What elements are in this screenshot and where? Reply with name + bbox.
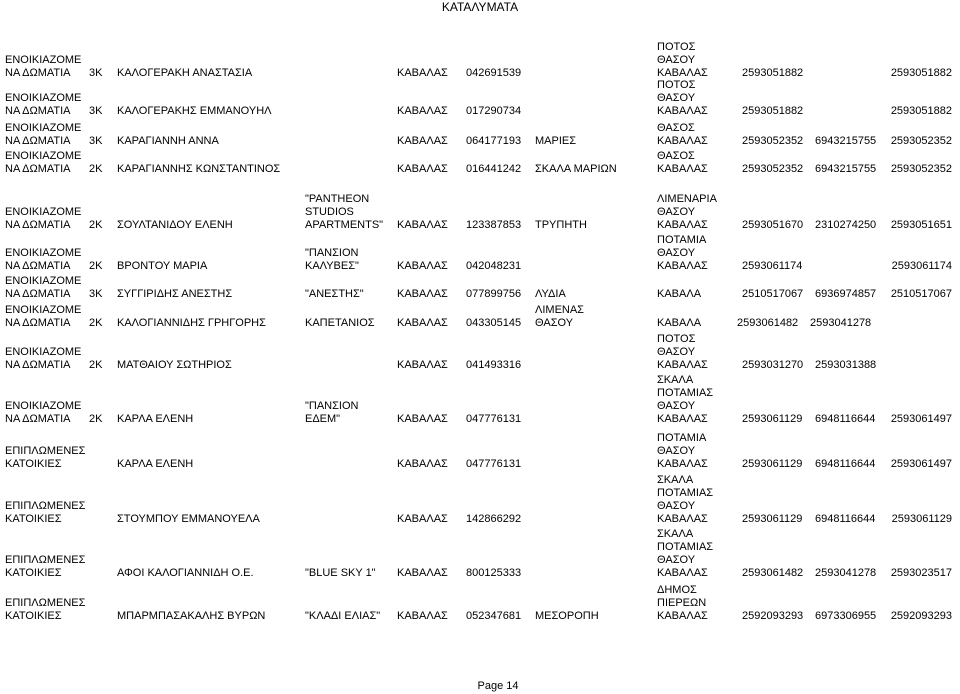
- phone1-cell: 2593052352: [742, 135, 804, 147]
- location-cell: ΠΟΤΟΣ ΘΑΣΟΥ ΚΑΒΑΛΑΣ: [657, 79, 708, 117]
- prefecture-cell: ΚΑΒΑΛΑΣ: [397, 458, 448, 470]
- type-cell: ΕΠΙΠΛΩΜΕΝΕΣ ΚΑΤΟΙΚΙΕΣ: [5, 445, 86, 470]
- class-cell: 3Κ: [89, 135, 103, 147]
- name-cell: ΒΡΟΝΤΟΥ ΜΑΡΙΑ: [117, 260, 208, 272]
- name-cell: ΣΤΟΥΜΠΟΥ ΕΜΜΑΝΟΥΕΛΑ: [117, 513, 260, 525]
- type-cell: ΕΝΟΙΚΙΑΖΟΜΕ ΝΑ ΔΩΜΑΤΙΑ: [5, 304, 82, 329]
- phone2-cell: 6948116644: [815, 413, 876, 425]
- phone1-cell: 2593051882: [742, 67, 804, 79]
- location-cell: ΘΑΣΟΣ ΚΑΒΑΛΑΣ: [657, 150, 708, 175]
- type-cell: ΕΝΟΙΚΙΑΖΟΜΕ ΝΑ ΔΩΜΑΤΙΑ: [5, 150, 82, 175]
- name-cell: ΣΥΓΓΙΡΙΔΗΣ ΑΝΕΣΤΗΣ: [117, 288, 233, 300]
- location-cell: ΣΚΑΛΑ ΠΟΤΑΜΙΑΣ ΘΑΣΟΥ ΚΑΒΑΛΑΣ: [657, 528, 714, 579]
- class-cell: 2Κ: [89, 219, 103, 231]
- phone1-cell: 2593061129: [742, 513, 803, 525]
- tax-id-cell: 016441242: [466, 163, 522, 175]
- phone3-cell: 2593051882: [890, 67, 952, 79]
- prefecture-cell: ΚΑΒΑΛΑΣ: [397, 163, 448, 175]
- prefecture-cell: ΚΑΒΑΛΑΣ: [397, 288, 448, 300]
- phone2-cell: 6943215755: [815, 135, 877, 147]
- name-cell: ΚΑΡΛΑ ΕΛΕΝΗ: [117, 458, 194, 470]
- location-cell: ΣΚΑΛΑ ΠΟΤΑΜΙΑΣ ΘΑΣΟΥ ΚΑΒΑΛΑΣ: [657, 474, 714, 525]
- phone3-cell: 2593051882: [890, 105, 952, 117]
- phone3-cell: 2593052352: [890, 135, 952, 147]
- phone3-cell: 2593061129: [891, 513, 952, 525]
- phone3-cell: 2592093293: [890, 610, 952, 622]
- location-cell: ΠΟΤΟΣ ΘΑΣΟΥ ΚΑΒΑΛΑΣ: [657, 41, 708, 79]
- phone1-cell: 2592093293: [742, 610, 804, 622]
- location-cell: ΠΟΤΑΜΙΑ ΘΑΣΟΥ ΚΑΒΑΛΑΣ: [657, 234, 708, 272]
- location-cell: ΠΟΤΑΜΙΑ ΘΑΣΟΥ ΚΑΒΑΛΑΣ: [657, 432, 708, 470]
- prefecture-cell: ΚΑΒΑΛΑΣ: [397, 219, 448, 231]
- phone1-cell: 2593061129: [742, 413, 803, 425]
- phone2-cell: 2593041278: [815, 567, 877, 579]
- area-cell: ΛΥΔΙΑ: [535, 288, 566, 300]
- phone1-cell: 2593061174: [742, 260, 803, 272]
- tax-id-cell: 142866292: [466, 513, 522, 525]
- phone2-cell: 6948116644: [815, 513, 876, 525]
- type-cell: ΕΝΟΙΚΙΑΖΟΜΕ ΝΑ ΔΩΜΑΤΙΑ: [5, 275, 82, 300]
- phone1-cell: 2593061129: [742, 458, 803, 470]
- tax-id-cell: 052347681: [466, 610, 522, 622]
- location-cell: ΛΙΜΕΝΑΡΙΑ ΘΑΣΟΥ ΚΑΒΑΛΑΣ: [657, 193, 717, 231]
- prefecture-cell: ΚΑΒΑΛΑΣ: [397, 513, 448, 525]
- prefecture-cell: ΚΑΒΑΛΑΣ: [397, 135, 448, 147]
- tax-id-cell: 064177193: [466, 135, 522, 147]
- name-cell: ΑΦΟΙ ΚΑΛΟΓΙΑΝΝΙΔΗ Ο.Ε.: [117, 567, 254, 579]
- name-cell: ΣΟΥΛΤΑΝΙΔΟΥ ΕΛΕΝΗ: [117, 219, 233, 231]
- business-title-cell: "ΠΑΝΣΙΟΝ ΚΑΛΥΒΕΣ": [305, 247, 359, 272]
- prefecture-cell: ΚΑΒΑΛΑΣ: [397, 359, 448, 371]
- area-cell: ΤΡΥΠΗΤΗ: [535, 219, 587, 231]
- phone3-cell: 2593061497: [890, 413, 952, 425]
- prefecture-cell: ΚΑΒΑΛΑΣ: [397, 260, 448, 272]
- phone2-cell: 6936974857: [815, 288, 877, 300]
- type-cell: ΕΝΟΙΚΙΑΖΟΜΕ ΝΑ ΔΩΜΑΤΙΑ: [5, 54, 82, 79]
- prefecture-cell: ΚΑΒΑΛΑΣ: [397, 413, 448, 425]
- type-cell: ΕΝΟΙΚΙΑΖΟΜΕ ΝΑ ΔΩΜΑΤΙΑ: [5, 206, 82, 231]
- class-cell: 2Κ: [89, 317, 103, 329]
- phone1-cell: 2593052352: [742, 163, 804, 175]
- business-title-cell: "ΑΝΕΣΤΗΣ": [305, 288, 364, 300]
- phone1-cell: 2593051670: [742, 219, 804, 231]
- class-cell: 2Κ: [89, 413, 103, 425]
- type-cell: ΕΠΙΠΛΩΜΕΝΕΣ ΚΑΤΟΙΚΙΕΣ: [5, 500, 86, 525]
- phone1-cell: 2593051882: [742, 105, 804, 117]
- class-cell: 2Κ: [89, 163, 103, 175]
- tax-id-cell: 123387853: [466, 219, 522, 231]
- type-cell: ΕΠΙΠΛΩΜΕΝΕΣ ΚΑΤΟΙΚΙΕΣ: [5, 597, 86, 622]
- phone2-cell: 6948116644: [815, 458, 876, 470]
- location-cell: ΔΗΜΟΣ ΠΙΕΡΕΩΝ ΚΑΒΑΛΑΣ: [657, 584, 708, 622]
- tax-id-cell: 042048231: [466, 260, 522, 272]
- class-cell: 3Κ: [89, 105, 103, 117]
- name-cell: ΚΑΡΑΓΙΑΝΝΗ ΑΝΝΑ: [117, 135, 219, 147]
- name-cell: ΜΑΤΘΑΙΟΥ ΣΩΤΗΡΙΟΣ: [117, 359, 232, 371]
- name-cell: ΚΑΡΑΓΙΑΝΝΗΣ ΚΩΝΣΤΑΝΤΙΝΟΣ: [117, 163, 281, 175]
- class-cell: 2Κ: [89, 359, 103, 371]
- type-cell: ΕΝΟΙΚΙΑΖΟΜΕ ΝΑ ΔΩΜΑΤΙΑ: [5, 400, 82, 425]
- type-cell: ΕΝΟΙΚΙΑΖΟΜΕ ΝΑ ΔΩΜΑΤΙΑ: [5, 92, 82, 117]
- class-cell: 3Κ: [89, 288, 103, 300]
- business-title-cell: "ΠΑΝΣΙΟΝ ΕΔΕΜ": [305, 400, 359, 425]
- location-cell: ΚΑΒΑΛΑ: [657, 317, 702, 329]
- phone3-cell: 2593052352: [890, 163, 952, 175]
- tax-id-cell: 041493316: [466, 359, 522, 371]
- area-cell: ΜΕΣΟΡΟΠΗ: [535, 610, 599, 622]
- phone1-cell: 2593061482: [742, 567, 804, 579]
- phone3-cell: 2510517067: [890, 288, 952, 300]
- business-title-cell: ΚΑΠΕΤΑΝΙΟΣ: [305, 317, 375, 329]
- type-cell: ΕΠΙΠΛΩΜΕΝΕΣ ΚΑΤΟΙΚΙΕΣ: [5, 554, 86, 579]
- tax-id-cell: 800125333: [466, 567, 522, 579]
- area-cell: ΜΑΡΙΕΣ: [535, 135, 577, 147]
- tax-id-cell: 017290734: [466, 105, 522, 117]
- prefecture-cell: ΚΑΒΑΛΑΣ: [397, 610, 448, 622]
- tax-id-cell: 043305145: [466, 317, 522, 329]
- prefecture-cell: ΚΑΒΑΛΑΣ: [397, 67, 448, 79]
- business-title-cell: "ΚΛΑΔΙ ΕΛΙΑΣ": [305, 610, 381, 622]
- location-cell: ΚΑΒΑΛΑ: [657, 288, 702, 300]
- phone3-cell: 2593023517: [890, 567, 952, 579]
- phone3-cell: 2593061174: [891, 260, 952, 272]
- page-title: ΚΑΤΑΛΥΜΑΤΑ: [441, 0, 519, 14]
- phone2-cell: 2593031388: [815, 359, 877, 371]
- name-cell: ΚΑΡΛΑ ΕΛΕΝΗ: [117, 413, 194, 425]
- type-cell: ΕΝΟΙΚΙΑΖΟΜΕ ΝΑ ΔΩΜΑΤΙΑ: [5, 122, 82, 147]
- phone2-cell: 2593041278: [810, 317, 872, 329]
- name-cell: ΚΑΛΟΓΕΡΑΚΗΣ ΕΜΜΑΝΟΥΗΛ: [117, 105, 272, 117]
- location-cell: ΘΑΣΟΣ ΚΑΒΑΛΑΣ: [657, 122, 708, 147]
- prefecture-cell: ΚΑΒΑΛΑΣ: [397, 317, 448, 329]
- phone1-cell: 2510517067: [742, 288, 804, 300]
- class-cell: 2Κ: [89, 260, 103, 272]
- area-cell: ΣΚΑΛΑ ΜΑΡΙΩΝ: [535, 163, 617, 175]
- type-cell: ΕΝΟΙΚΙΑΖΟΜΕ ΝΑ ΔΩΜΑΤΙΑ: [5, 247, 82, 272]
- tax-id-cell: 047776131: [466, 413, 522, 425]
- business-title-cell: "PANTHEON STUDIOS APARTMENTS": [305, 193, 384, 231]
- phone2-cell: 6973306955: [815, 610, 877, 622]
- prefecture-cell: ΚΑΒΑΛΑΣ: [397, 567, 448, 579]
- area-cell: ΛΙΜΕΝΑΣ ΘΑΣΟΥ: [535, 304, 584, 329]
- tax-id-cell: 047776131: [466, 458, 522, 470]
- phone2-cell: 6943215755: [815, 163, 877, 175]
- name-cell: ΜΠΑΡΜΠΑΣΑΚΑΛΗΣ ΒΥΡΩΝ: [117, 610, 266, 622]
- phone1-cell: 2593061482: [737, 317, 799, 329]
- page-number: Page 14: [477, 680, 519, 692]
- phone3-cell: 2593051651: [890, 219, 952, 231]
- prefecture-cell: ΚΑΒΑΛΑΣ: [397, 105, 448, 117]
- tax-id-cell: 077899756: [466, 288, 522, 300]
- phone3-cell: 2593061497: [890, 458, 952, 470]
- name-cell: ΚΑΛΟΓΕΡΑΚΗ ΑΝΑΣΤΑΣΙΑ: [117, 67, 253, 79]
- location-cell: ΣΚΑΛΑ ΠΟΤΑΜΙΑΣ ΘΑΣΟΥ ΚΑΒΑΛΑΣ: [657, 374, 714, 425]
- tax-id-cell: 042691539: [466, 67, 522, 79]
- type-cell: ΕΝΟΙΚΙΑΖΟΜΕ ΝΑ ΔΩΜΑΤΙΑ: [5, 346, 82, 371]
- class-cell: 3Κ: [89, 67, 103, 79]
- phone1-cell: 2593031270: [742, 359, 804, 371]
- location-cell: ΠΟΤΟΣ ΘΑΣΟΥ ΚΑΒΑΛΑΣ: [657, 333, 708, 371]
- phone2-cell: 2310274250: [815, 219, 877, 231]
- name-cell: ΚΑΛΟΓΙΑΝΝΙΔΗΣ ΓΡΗΓΟΡΗΣ: [117, 317, 266, 329]
- business-title-cell: "BLUE SKY 1": [305, 567, 376, 579]
